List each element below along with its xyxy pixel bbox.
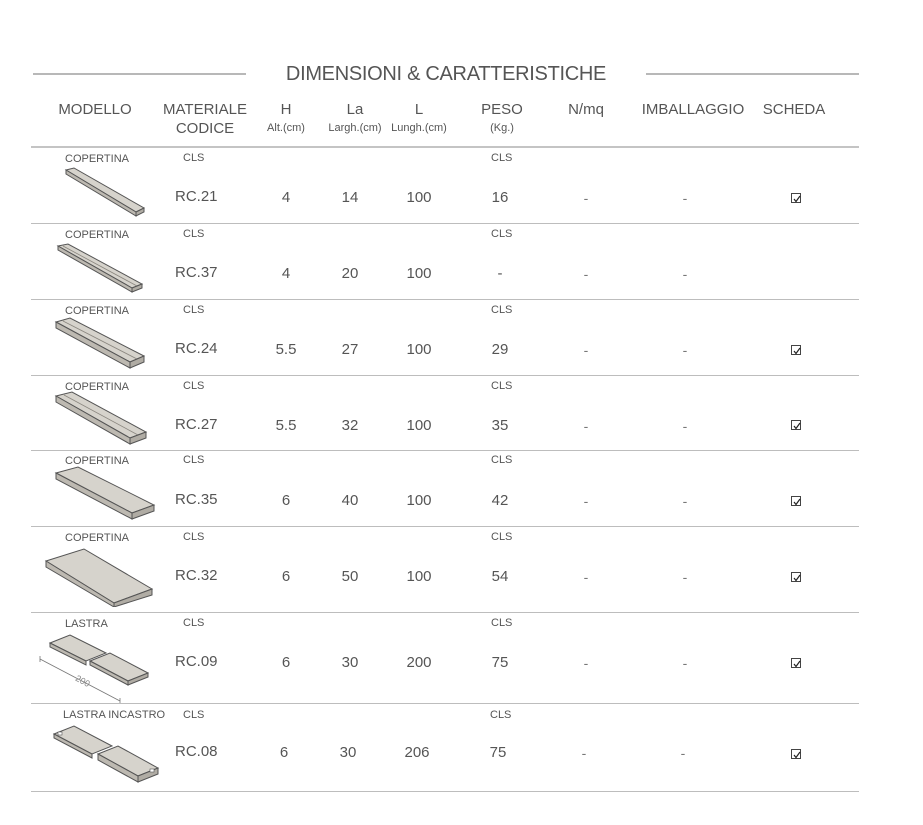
la-value: 40 — [341, 492, 359, 509]
section-title — [33, 60, 859, 90]
modello-label: COPERTINA — [65, 153, 129, 165]
codice-value: RC.09 — [175, 653, 218, 670]
scheda-checkbox[interactable] — [791, 345, 801, 355]
table-row — [0, 613, 923, 704]
la-value: 14 — [341, 189, 359, 206]
scheda-checkbox[interactable] — [791, 420, 801, 430]
l-value: 100 — [406, 265, 432, 282]
codice-value: RC.37 — [175, 264, 218, 281]
lastra-dimension-label: 200 — [73, 673, 92, 690]
h-value: 6 — [281, 654, 291, 671]
copertina-flat-icon — [38, 465, 158, 523]
materiale-label: CLS — [183, 531, 205, 543]
copertina-stepped-icon — [38, 316, 150, 374]
header-peso — [472, 100, 532, 135]
header-la — [322, 100, 388, 135]
h-value: 4 — [281, 265, 291, 282]
h-value: 5.5 — [275, 417, 297, 434]
codice-value: RC.32 — [175, 567, 218, 584]
la-value: 30 — [341, 654, 359, 671]
scheda-checkbox[interactable] — [791, 572, 801, 582]
l-value: 206 — [404, 744, 430, 761]
imballaggio-value: - — [682, 655, 688, 671]
imballaggio-value: - — [682, 493, 688, 509]
h-value: 4 — [281, 189, 291, 206]
l-value: 200 — [406, 654, 432, 671]
nmq-value: - — [583, 342, 589, 358]
table-row — [0, 224, 923, 300]
header-h — [256, 100, 316, 135]
lastra-icon — [36, 631, 156, 703]
codice-value: RC.21 — [175, 188, 218, 205]
copertina-grooved-icon — [38, 242, 148, 294]
h-value: 5.5 — [275, 341, 297, 358]
imballaggio-value: - — [682, 266, 688, 282]
peso-value: 42 — [491, 492, 509, 509]
copertina-stepped-icon — [38, 390, 152, 448]
codice-value: RC.27 — [175, 416, 218, 433]
materiale-label: CLS — [183, 152, 205, 164]
imballaggio-value: - — [682, 418, 688, 434]
table-row — [0, 300, 923, 376]
header-materiale-codice — [160, 100, 250, 138]
peso-material-label: CLS — [491, 304, 513, 316]
header-modello: MODELLO — [58, 101, 132, 118]
peso-value: 35 — [491, 417, 509, 434]
modello-label: COPERTINA — [65, 229, 129, 241]
imballaggio-value: - — [682, 190, 688, 206]
peso-material-label: CLS — [491, 531, 513, 543]
la-value: 50 — [341, 568, 359, 585]
materiale-label: CLS — [183, 380, 205, 392]
codice-value: RC.08 — [175, 743, 218, 760]
modello-label: COPERTINA — [65, 381, 129, 393]
la-value: 27 — [341, 341, 359, 358]
scheda-checkbox[interactable] — [791, 749, 801, 759]
l-value: 100 — [406, 568, 432, 585]
materiale-label: CLS — [183, 304, 205, 316]
materiale-label: CLS — [183, 709, 205, 721]
header-la-sub: Largh.(cm) — [328, 122, 382, 134]
peso-material-label: CLS — [490, 709, 512, 721]
peso-value: 75 — [491, 654, 509, 671]
nmq-value: - — [583, 190, 589, 206]
peso-material-label: CLS — [491, 152, 513, 164]
codice-value: RC.35 — [175, 491, 218, 508]
peso-value: 29 — [491, 341, 509, 358]
peso-value: 54 — [491, 568, 509, 585]
header-materiale: MATERIALE — [163, 101, 247, 118]
page-title: DIMENSIONI & CARATTERISTICHE — [285, 63, 607, 85]
table-row — [0, 451, 923, 527]
table-row — [0, 527, 923, 613]
table-row — [0, 376, 923, 451]
imballaggio-value: - — [682, 342, 688, 358]
codice-value: RC.24 — [175, 340, 218, 357]
modello-label: LASTRA INCASTRO — [63, 709, 166, 721]
header-imballaggio: IMBALLAGGIO — [641, 101, 745, 118]
peso-material-label: CLS — [491, 617, 513, 629]
l-value: 100 — [406, 341, 432, 358]
la-value: 30 — [339, 744, 357, 761]
h-value: 6 — [281, 492, 291, 509]
table-header — [0, 100, 923, 146]
header-nmq: N/mq — [568, 101, 604, 118]
header-h-label: H — [280, 101, 292, 118]
nmq-value: - — [581, 745, 587, 761]
nmq-value: - — [583, 655, 589, 671]
modello-label: LASTRA — [65, 618, 108, 630]
header-codice: CODICE — [175, 120, 235, 137]
h-value: 6 — [279, 744, 289, 761]
peso-value: - — [497, 265, 503, 282]
scheda-checkbox[interactable] — [791, 658, 801, 668]
peso-value: 16 — [491, 189, 509, 206]
lastra-incastro-icon — [50, 720, 162, 790]
la-value: 32 — [341, 417, 359, 434]
modello-label: COPERTINA — [65, 455, 129, 467]
materiale-label: CLS — [183, 617, 205, 629]
header-peso-sub: (Kg.) — [490, 122, 514, 134]
nmq-value: - — [583, 493, 589, 509]
header-l-sub: Lungh.(cm) — [391, 122, 447, 134]
copertina-narrow-icon — [38, 166, 148, 218]
peso-material-label: CLS — [491, 380, 513, 392]
materiale-label: CLS — [183, 454, 205, 466]
l-value: 100 — [406, 189, 432, 206]
la-value: 20 — [341, 265, 359, 282]
h-value: 6 — [281, 568, 291, 585]
peso-value: 75 — [489, 744, 507, 761]
scheda-checkbox[interactable] — [791, 496, 801, 506]
scheda-checkbox[interactable] — [791, 193, 801, 203]
header-la-label: La — [346, 101, 364, 118]
l-value: 100 — [406, 417, 432, 434]
header-h-sub: Alt.(cm) — [267, 122, 305, 134]
row-divider — [31, 791, 859, 792]
title-rule-right — [646, 73, 859, 75]
materiale-label: CLS — [183, 228, 205, 240]
table-row — [0, 148, 923, 224]
modello-label: COPERTINA — [65, 305, 129, 317]
peso-material-label: CLS — [491, 228, 513, 240]
modello-label: COPERTINA — [65, 532, 129, 544]
header-peso-label: PESO — [481, 101, 523, 118]
table-row — [0, 704, 923, 792]
l-value: 100 — [406, 492, 432, 509]
nmq-value: - — [583, 569, 589, 585]
copertina-wide-icon — [34, 547, 158, 607]
header-l-label: L — [414, 101, 424, 118]
header-scheda: SCHEDA — [762, 101, 826, 118]
imballaggio-value: - — [682, 569, 688, 585]
peso-material-label: CLS — [491, 454, 513, 466]
nmq-value: - — [583, 266, 589, 282]
nmq-value: - — [583, 418, 589, 434]
header-l — [387, 100, 451, 135]
imballaggio-value: - — [680, 745, 686, 761]
